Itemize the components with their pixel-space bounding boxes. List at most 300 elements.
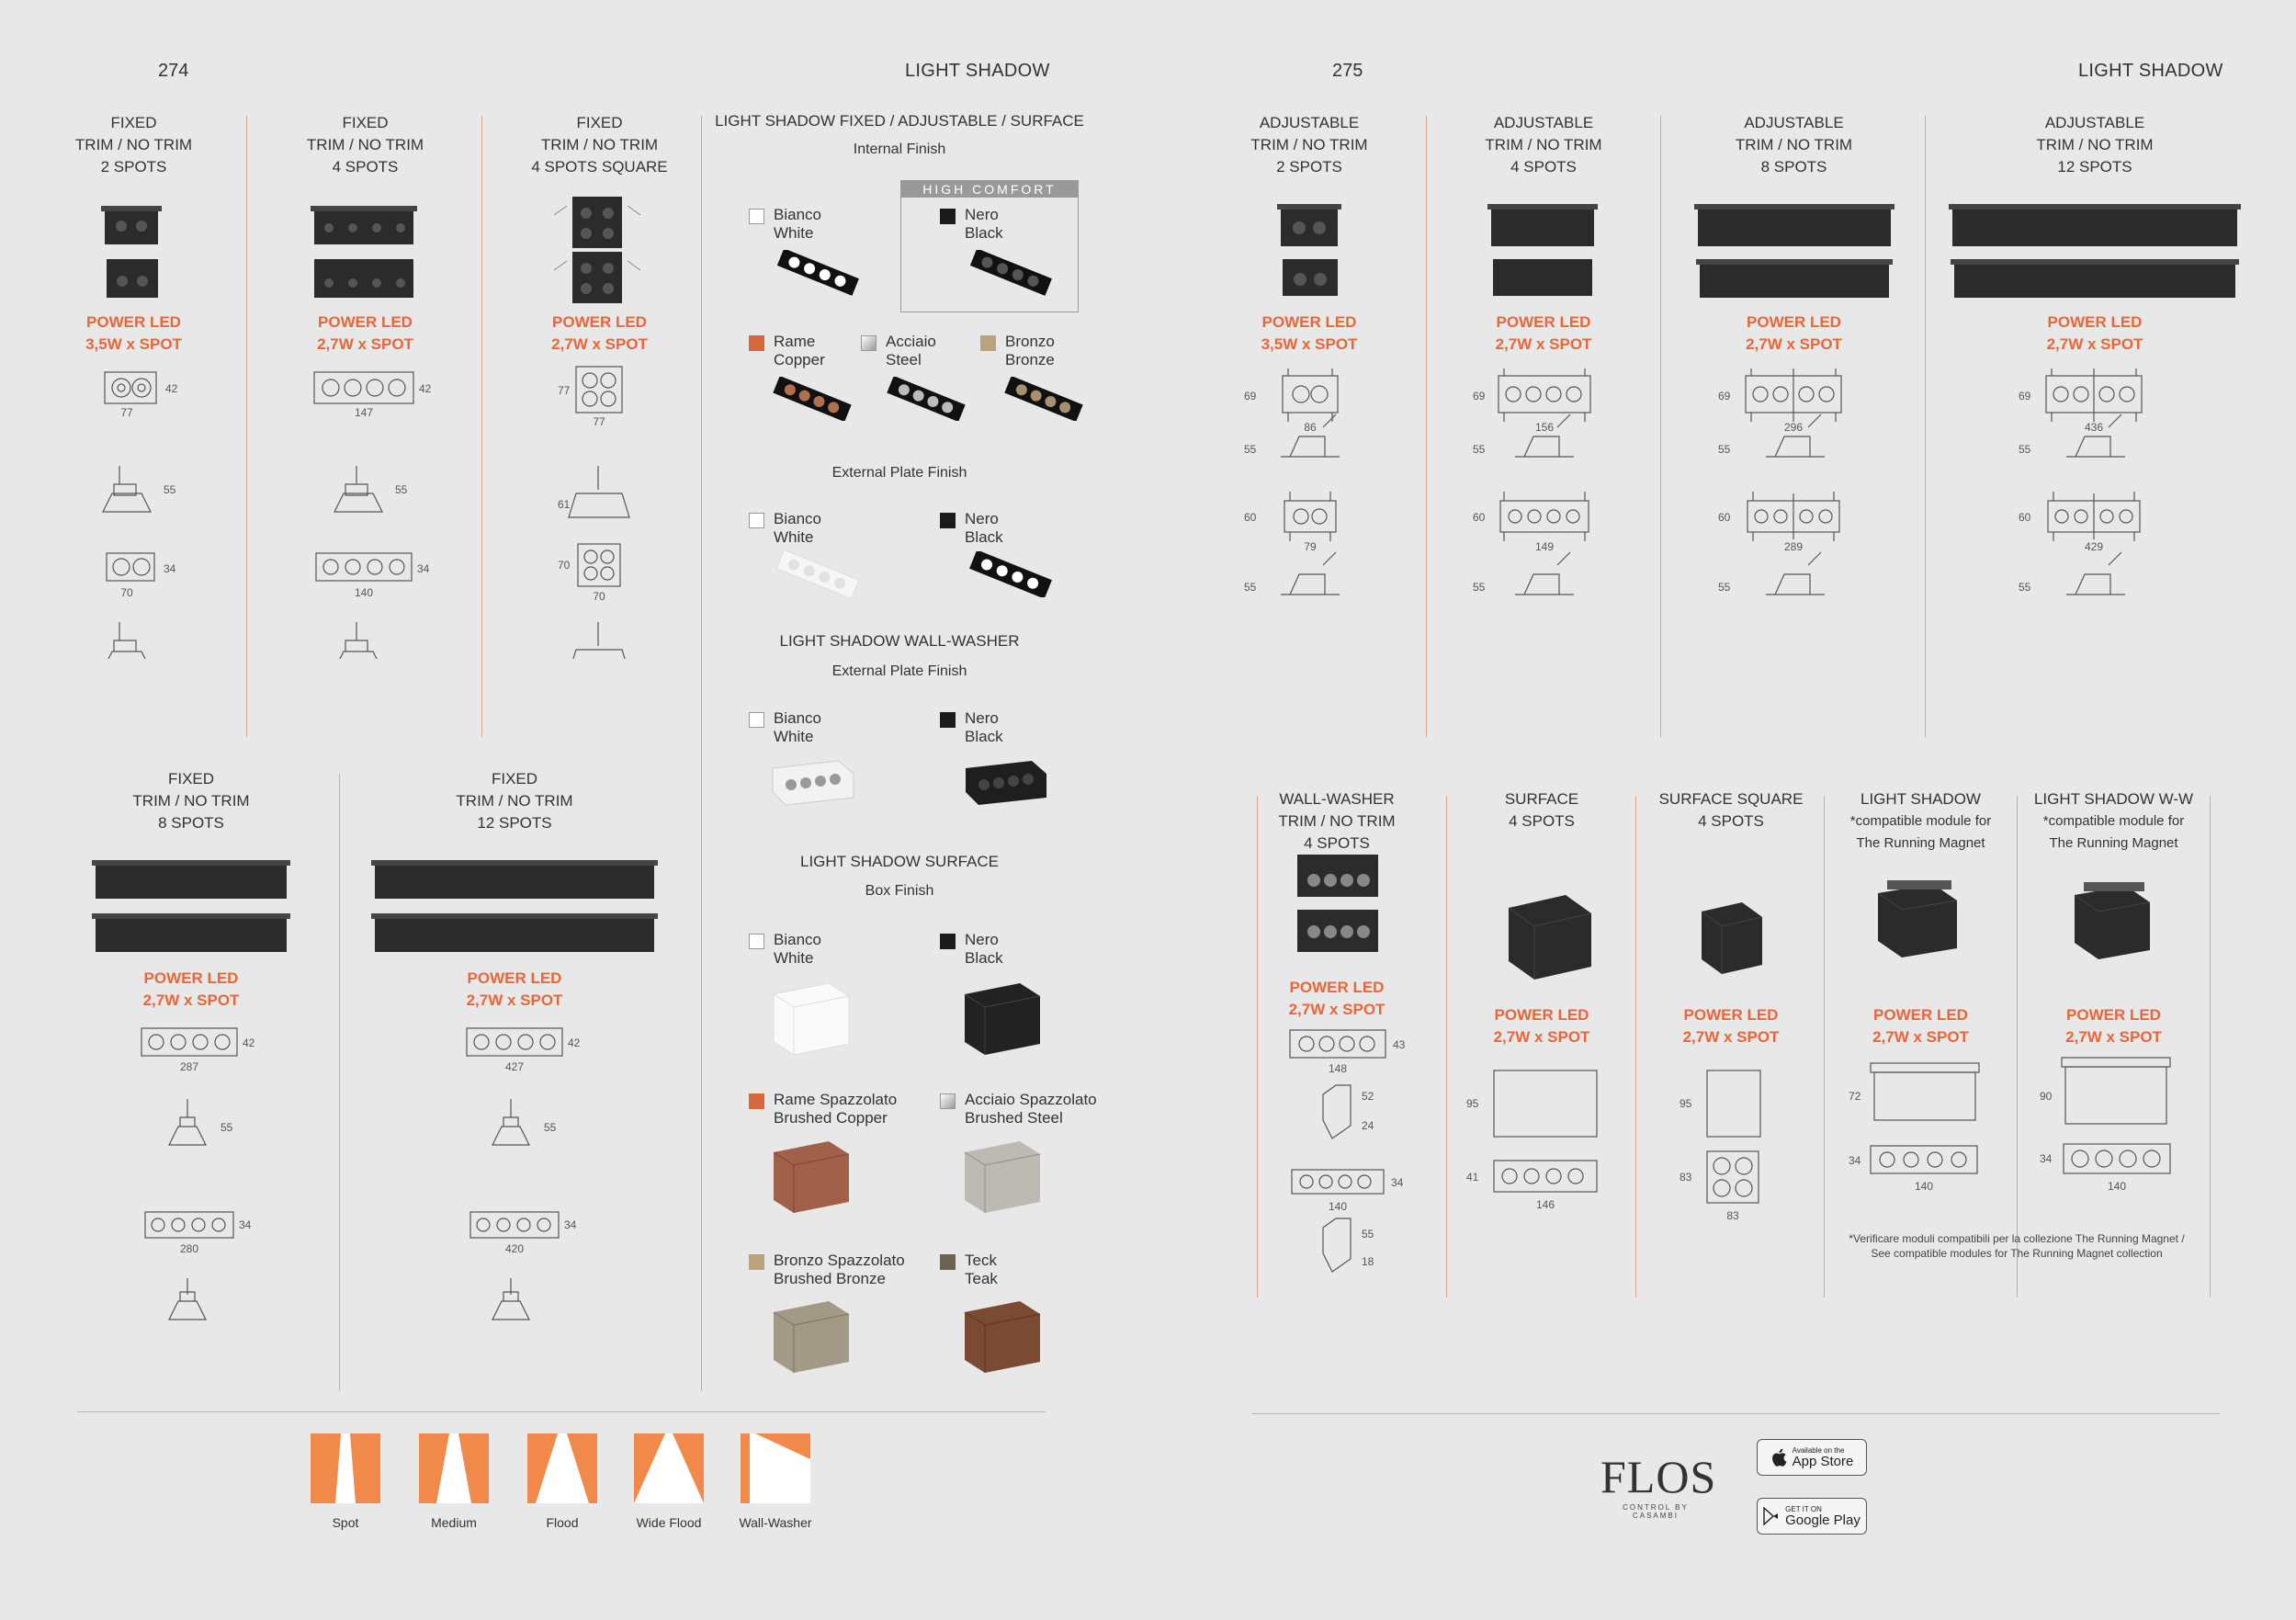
power-led-label: POWER LED [1289, 979, 1385, 996]
product-column-surface [1448, 788, 1635, 1237]
column-type: FIXED [342, 114, 389, 131]
column-divider [339, 774, 340, 1391]
product-image [1681, 178, 1906, 307]
wattage-label: 2,7W x SPOT [1746, 335, 1842, 353]
finish-name: Nero [965, 510, 999, 527]
finish-name: Bronzo Spazzolato [774, 1252, 905, 1269]
dim-cut-depth: 55 [1362, 1228, 1374, 1240]
column-note: *compatible module for [1849, 813, 1992, 829]
finish-sample-white [772, 250, 864, 296]
wattage-label: 2,7W x SPOT [1493, 1028, 1590, 1046]
column-type: FIXED [110, 114, 157, 131]
column-type: SURFACE [1504, 790, 1579, 808]
dim-width: 86 [1304, 421, 1317, 434]
finish-sample-copper [770, 377, 854, 421]
column-type: ADJUSTABLE [1259, 114, 1360, 131]
footer-rule-right [1251, 1413, 2220, 1414]
dim-cut-tilt: 18 [1362, 1255, 1374, 1268]
product-column-fixed-12-spots [368, 768, 662, 1329]
product-column-adjustable-2-spots [1213, 112, 1406, 673]
power-led-label: POWER LED [318, 313, 413, 331]
finish-name: Bronzo [1005, 333, 1055, 350]
power-led-label: POWER LED [1261, 313, 1357, 331]
google-play-badge[interactable] [1757, 1498, 1867, 1535]
beam-wall-washer [739, 1433, 812, 1530]
dim-cut-height: 34 [417, 562, 430, 575]
column-divider [1426, 116, 1427, 737]
column-note-2: The Running Magnet [1856, 835, 1985, 851]
power-led-label: POWER LED [552, 313, 647, 331]
box-sample-teak [961, 1297, 1044, 1389]
box-finish-bronzo [749, 1252, 905, 1288]
internal-finish-label: Internal Finish [853, 142, 946, 157]
finish-name-en: Copper [774, 351, 825, 368]
power-led-label: POWER LED [467, 969, 562, 987]
dim-cut-height: 60 [2019, 511, 2031, 524]
external-plate-label: External Plate Finish [831, 465, 967, 481]
product-image [368, 834, 662, 963]
wattage-label: 2,7W x SPOT [2046, 335, 2143, 353]
finish-rame [749, 333, 825, 369]
dim-cut-width: 79 [1304, 540, 1317, 553]
beam-spot [309, 1433, 382, 1530]
dim-width: 146 [1535, 1198, 1555, 1211]
beam-flood-icon [527, 1433, 597, 1503]
beam-label: Wide Flood [636, 1515, 702, 1530]
column-trim: TRIM / NO TRIM [540, 136, 659, 153]
finish-name-en: White [774, 528, 814, 546]
column-trim: TRIM / NO TRIM [306, 136, 424, 153]
technical-drawing [501, 356, 698, 659]
dim-depth: 55 [1244, 443, 1257, 456]
product-column-surface-square [1637, 788, 1825, 1237]
dim-cut-width: 280 [179, 1242, 199, 1255]
finish-bianco [749, 206, 821, 243]
finish-bronzo [980, 333, 1055, 369]
product-image [1448, 833, 1635, 1000]
dim-cut-width: 70 [120, 586, 133, 599]
finish-name-en: Brushed Bronze [774, 1270, 886, 1287]
swatch-black [940, 712, 956, 728]
column-spots: 4 SPOTS SQUARE [531, 158, 668, 176]
finish-name-en: Black [965, 528, 1003, 546]
power-led-label: POWER LED [1494, 1006, 1589, 1024]
product-image [1447, 178, 1640, 307]
dim-cut-width: 420 [504, 1242, 525, 1255]
finish-nero-ww [940, 709, 1003, 746]
swatch-black [940, 209, 956, 224]
flos-logo: FLOS [1600, 1451, 1717, 1502]
brand-logo [1600, 1451, 1717, 1520]
dim-cut-height: 60 [1718, 511, 1731, 524]
technical-drawing [1943, 356, 2246, 668]
technical-drawing [1447, 356, 1640, 668]
finish-name-en: Black [965, 224, 1003, 242]
dim-width: 436 [2084, 421, 2104, 434]
technical-drawing [368, 1012, 662, 1324]
brand-tagline: CONTROL BY CASAMBI [1623, 1503, 1689, 1520]
column-note: *compatible module for [2042, 813, 2185, 829]
plate-sample-white [772, 551, 864, 597]
power-led-label: POWER LED [1873, 1006, 1968, 1024]
column-note-2: The Running Magnet [2049, 835, 2178, 851]
dim-depth: 55 [544, 1121, 557, 1134]
swatch-white [749, 513, 764, 528]
technical-drawing [1448, 1048, 1635, 1232]
column-type: LIGHT SHADOW W-W [2033, 790, 2194, 808]
dim-width: 427 [504, 1060, 525, 1073]
dim-depth: 83 [1680, 1171, 1692, 1184]
power-led-label: POWER LED [86, 313, 181, 331]
app-store-small-text: Available on the [1792, 1445, 1845, 1455]
swatch-bronze [980, 335, 996, 351]
finish-name-en: Black [965, 949, 1003, 967]
app-store-big-text: App Store [1792, 1453, 1854, 1469]
technical-drawing [266, 356, 464, 659]
swatch-white [749, 209, 764, 224]
product-column-fixed-4-spots [266, 112, 464, 663]
column-type: SURFACE SQUARE [1658, 790, 1804, 808]
column-type: FIXED [167, 770, 215, 787]
surface-finish-title: LIGHT SHADOW SURFACE [800, 853, 999, 870]
ww-sample-black [960, 753, 1052, 812]
dim-height: 42 [568, 1037, 581, 1049]
dim-cut-width: 289 [1783, 540, 1804, 553]
column-trim: TRIM / NO TRIM [1278, 812, 1396, 830]
high-comfort-label: HIGH COMFORT [901, 181, 1078, 198]
box-sample-steel [961, 1138, 1044, 1229]
box-finish-teck [940, 1252, 998, 1288]
column-spots: 12 SPOTS [2057, 158, 2132, 176]
product-image [501, 178, 698, 307]
finish-name: Bianco [774, 709, 821, 727]
dim-depth: 34 [1849, 1154, 1861, 1167]
dim-cut-height: 34 [164, 562, 176, 575]
swatch-steel [940, 1093, 956, 1109]
dim-cut-width: 140 [1328, 1200, 1348, 1213]
product-image [1637, 833, 1825, 1000]
page-number-right: 275 [1332, 61, 1363, 81]
dim-height: 69 [1473, 390, 1486, 402]
finish-name: Teck [965, 1252, 997, 1269]
dim-height: 69 [2019, 390, 2031, 402]
beam-flood [526, 1433, 599, 1530]
product-column-adjustable-8-spots [1681, 112, 1906, 673]
dim-depth: 55 [1718, 443, 1731, 456]
dim-height: 90 [2040, 1090, 2053, 1103]
column-trim: TRIM / NO TRIM [456, 792, 573, 810]
product-column-fixed-4-spots-square [501, 112, 698, 663]
swatch-black [940, 513, 956, 528]
dim-depth: 61 [558, 498, 571, 511]
technical-drawing [2019, 1048, 2208, 1232]
finish-sample-bronze [1001, 377, 1086, 421]
wattage-label: 2,7W x SPOT [1682, 1028, 1780, 1046]
dim-height: 72 [1849, 1090, 1861, 1103]
dim-width: 148 [1328, 1062, 1348, 1075]
column-spots: 2 SPOTS [100, 158, 167, 176]
wattage-label: 2,7W x SPOT [466, 991, 563, 1009]
column-spots: 4 SPOTS [332, 158, 399, 176]
column-spots: 4 SPOTS [1304, 834, 1370, 852]
product-column-adjustable-12-spots [1943, 112, 2246, 673]
dim-width: 156 [1534, 421, 1555, 434]
wattage-label: 2,7W x SPOT [317, 335, 413, 353]
column-divider [1660, 116, 1661, 737]
page-title-left: LIGHT SHADOW [905, 61, 1050, 81]
power-led-label: POWER LED [1683, 1006, 1779, 1024]
column-type: LIGHT SHADOW [1861, 790, 1981, 808]
dim-cut-width: 429 [2084, 540, 2104, 553]
column-trim: TRIM / NO TRIM [1250, 136, 1368, 153]
note-line-en: See compatible modules for The Running Magnet collection [1871, 1247, 2163, 1260]
power-led-label: POWER LED [1747, 313, 1841, 331]
product-image [1827, 855, 2015, 1000]
wall-washer-external-label: External Plate Finish [831, 663, 967, 679]
product-column-running-magnet [1827, 788, 2015, 1237]
dim-height: 42 [419, 382, 432, 395]
dim-depth: 52 [1362, 1090, 1374, 1103]
column-spots: 12 SPOTS [477, 814, 552, 832]
technical-drawing [1213, 356, 1406, 668]
dim-height: 69 [1718, 390, 1731, 402]
product-column-fixed-8-spots [81, 768, 301, 1329]
dim-cut-height: 60 [1473, 511, 1486, 524]
dim-cut-depth: 55 [1244, 581, 1257, 594]
column-type: FIXED [576, 114, 623, 131]
finish-name: Acciaio Spazzolato [965, 1091, 1097, 1108]
column-trim: TRIM / NO TRIM [132, 792, 250, 810]
box-finish-rame [749, 1091, 897, 1127]
column-divider [246, 116, 247, 737]
beam-label: Wall-Washer [739, 1515, 812, 1530]
wall-washer-finish-title: LIGHT SHADOW WALL-WASHER [779, 632, 1020, 650]
product-image [266, 178, 464, 307]
finish-name: Rame Spazzolato [774, 1091, 898, 1108]
product-image [1213, 178, 1406, 307]
finish-name: Rame [774, 333, 816, 350]
column-trim: TRIM / NO TRIM [74, 136, 193, 153]
wattage-label: 3,5W x SPOT [1261, 335, 1358, 353]
swatch-white [749, 934, 764, 949]
google-play-small-text: GET IT ON [1785, 1504, 1822, 1513]
dim-depth: 34 [2040, 1152, 2053, 1165]
column-divider [1446, 796, 1447, 1297]
technical-drawing [1259, 1021, 1415, 1324]
dim-cut-height: 34 [239, 1218, 252, 1231]
dim-height: 77 [558, 384, 571, 397]
column-spots: 8 SPOTS [158, 814, 224, 832]
finish-name-en: Bronze [1005, 351, 1055, 368]
wattage-label: 2,7W x SPOT [1872, 1028, 1969, 1046]
product-image [35, 178, 232, 307]
app-store-badge[interactable] [1757, 1439, 1867, 1476]
box-sample-bronze [770, 1297, 853, 1389]
technical-drawing [1827, 1048, 2015, 1232]
dim-height: 42 [243, 1037, 255, 1049]
dim-width: 296 [1783, 421, 1804, 434]
dim-width: 140 [2107, 1180, 2127, 1193]
column-divider [481, 116, 482, 737]
finish-bianco-plate [749, 510, 821, 547]
column-spots: 4 SPOTS [1509, 812, 1575, 830]
page-title-right: LIGHT SHADOW [2078, 61, 2223, 81]
power-led-label: POWER LED [143, 969, 239, 987]
dim-cut-height: 60 [1244, 511, 1257, 524]
dim-height: 42 [165, 382, 178, 395]
dim-tilt: 24 [1362, 1119, 1374, 1132]
product-column-wall-washer [1259, 788, 1415, 1329]
column-spots: 2 SPOTS [1276, 158, 1342, 176]
dim-width: 287 [179, 1060, 199, 1073]
column-divider [2017, 796, 2018, 1297]
finish-sample-black [965, 250, 1057, 296]
wattage-label: 2,7W x SPOT [551, 335, 648, 353]
swatch-copper [749, 1093, 764, 1109]
wattage-label: 3,5W x SPOT [85, 335, 182, 353]
swatch-copper [749, 335, 764, 351]
product-image [1943, 178, 2246, 307]
power-led-label: POWER LED [1496, 313, 1591, 331]
box-sample-white [770, 980, 853, 1071]
column-divider [1925, 116, 1926, 737]
beam-wide-flood [632, 1433, 706, 1530]
box-sample-copper [770, 1138, 853, 1229]
beam-label: Medium [431, 1515, 477, 1530]
dim-width: 83 [1726, 1209, 1739, 1222]
finish-name: Nero [965, 206, 999, 223]
beam-medium [417, 1433, 491, 1530]
finish-name-en: White [774, 728, 814, 745]
section-divider [701, 116, 702, 1391]
column-divider [1257, 796, 1258, 1297]
dim-cut-depth: 55 [1473, 581, 1486, 594]
finish-bianco-ww [749, 709, 821, 746]
column-spots: 8 SPOTS [1760, 158, 1827, 176]
technical-drawing [35, 356, 232, 659]
column-trim: TRIM / NO TRIM [1485, 136, 1602, 153]
note-line-it: *Verificare moduli compatibili per la collezione The Running Magnet / [1849, 1232, 2185, 1245]
compatibility-note [1828, 1231, 2205, 1261]
dim-cut-depth: 55 [1718, 581, 1731, 594]
apple-icon [1770, 1447, 1787, 1467]
beam-label: Flood [546, 1515, 579, 1530]
dim-width: 77 [593, 415, 605, 428]
finish-nero [940, 206, 1003, 243]
dim-cut-height: 34 [564, 1218, 577, 1231]
finish-name-en: White [774, 224, 814, 242]
swatch-black [940, 934, 956, 949]
column-type: FIXED [491, 770, 538, 787]
dim-depth: 55 [2019, 443, 2031, 456]
beam-medium-icon [419, 1433, 489, 1503]
product-column-adjustable-4-spots [1447, 112, 1640, 673]
column-type: ADJUSTABLE [2044, 114, 2145, 131]
dim-depth: 55 [1473, 443, 1486, 456]
column-type: ADJUSTABLE [1744, 114, 1844, 131]
product-column-running-magnet-ww [2019, 788, 2208, 1237]
column-divider [2210, 796, 2211, 1297]
wattage-label: 2,7W x SPOT [1288, 1001, 1386, 1018]
finish-name: Acciaio [886, 333, 936, 350]
wattage-label: 2,7W x SPOT [2065, 1028, 2162, 1046]
wattage-label: 2,7W x SPOT [1495, 335, 1592, 353]
swatch-steel [861, 335, 877, 351]
finish-name-en: White [774, 949, 814, 967]
dim-width: 77 [120, 406, 133, 419]
dim-height: 43 [1393, 1038, 1406, 1051]
dim-depth: 41 [1466, 1171, 1479, 1184]
box-finish-nero [940, 931, 1003, 968]
column-type: WALL-WASHER [1279, 790, 1395, 808]
ww-sample-white [767, 753, 859, 812]
swatch-bronze [749, 1254, 764, 1270]
wattage-label: 2,7W x SPOT [142, 991, 240, 1009]
dim-cut-depth: 55 [2019, 581, 2031, 594]
finish-name: Bianco [774, 931, 821, 948]
product-image [81, 834, 301, 963]
column-spots: 4 SPOTS [1510, 158, 1577, 176]
beam-wide-flood-icon [634, 1433, 704, 1503]
dim-height: 69 [1244, 390, 1257, 402]
column-trim: TRIM / NO TRIM [1735, 136, 1853, 153]
finish-name: Bianco [774, 206, 821, 223]
column-trim: TRIM / NO TRIM [2036, 136, 2154, 153]
dim-depth: 55 [395, 483, 408, 496]
power-led-label: POWER LED [2047, 313, 2143, 331]
box-finish-acciaio [940, 1091, 1097, 1127]
google-play-icon [1763, 1507, 1780, 1525]
finish-name: Nero [965, 931, 999, 948]
dim-width: 140 [1914, 1180, 1934, 1193]
dim-width: 147 [354, 406, 374, 419]
swatch-teak [940, 1254, 956, 1270]
power-led-label: POWER LED [2066, 1006, 2161, 1024]
dim-depth: 55 [164, 483, 176, 496]
finish-name-en: Brushed Steel [965, 1109, 1063, 1127]
product-column-fixed-2-spots [35, 112, 232, 663]
dim-cut-width: 149 [1534, 540, 1555, 553]
finish-nero-plate [940, 510, 1003, 547]
dim-cut-width: 140 [354, 586, 374, 599]
beam-wall-washer-icon [741, 1433, 810, 1503]
technical-drawing [1681, 356, 1906, 668]
finish-name: Nero [965, 709, 999, 727]
box-finish-label: Box Finish [865, 883, 934, 899]
google-play-big-text: Google Play [1785, 1512, 1861, 1528]
swatch-white [749, 712, 764, 728]
finish-name: Bianco [774, 510, 821, 527]
box-sample-black [961, 980, 1044, 1071]
page-number-left: 274 [158, 61, 189, 81]
dim-cut-height: 70 [558, 559, 571, 572]
beam-label: Spot [332, 1515, 359, 1530]
column-divider [1635, 796, 1636, 1297]
beam-spot-icon [311, 1433, 380, 1503]
finish-name-en: Brushed Copper [774, 1109, 888, 1127]
technical-drawing [81, 1012, 301, 1324]
plate-sample-black [965, 551, 1057, 597]
dim-depth: 55 [221, 1121, 233, 1134]
finish-name-en: Teak [965, 1270, 998, 1287]
finish-sample-steel [884, 377, 968, 421]
finish-name-en: Steel [886, 351, 922, 368]
box-finish-bianco [749, 931, 821, 968]
product-image [2019, 855, 2208, 1000]
dim-height: 95 [1466, 1097, 1479, 1110]
dim-cut-height: 34 [1391, 1176, 1404, 1189]
dim-cut-width: 70 [593, 590, 605, 603]
